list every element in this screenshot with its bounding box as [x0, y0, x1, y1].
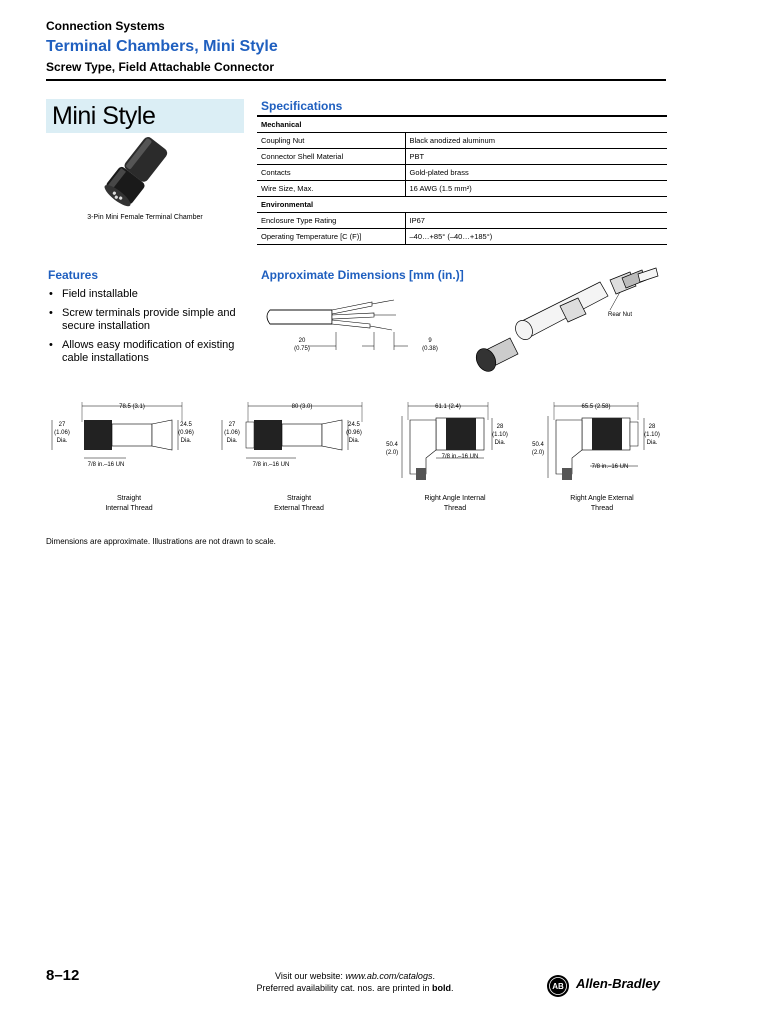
terminal-chamber-photo: [96, 132, 176, 210]
spec-label: Enclosure Type Rating: [257, 212, 405, 228]
straight-external-drawing: [216, 398, 366, 470]
view1-right-dia-label: Dia.: [180, 438, 192, 444]
spec-section-label: Mechanical: [257, 116, 667, 132]
view3-caption-line1: Right Angle Internal: [424, 495, 486, 502]
header-rule: [46, 79, 666, 81]
view4-height: 50.4: [532, 442, 544, 448]
view1-right-dia-in: (0.96): [178, 430, 194, 436]
spec-row: [257, 180, 667, 196]
spec-section-label: Environmental: [257, 196, 667, 212]
view1-length: 78.5 (3.1): [119, 404, 145, 410]
spec-row: [257, 212, 667, 228]
view2-right-dia-label: Dia.: [348, 438, 360, 444]
footer-website-suffix: .: [432, 971, 435, 981]
feature-item: • Allows easy modification of existing cable installations: [48, 339, 258, 365]
view4-length: 65.5 (2.58): [581, 404, 611, 410]
page-title: Terminal Chambers, Mini Style: [46, 38, 278, 55]
rear-nut-label: Rear Nut: [608, 312, 633, 318]
view1-caption-line2: Internal Thread: [105, 505, 153, 512]
specifications-table: [257, 115, 667, 245]
view3-thread: 7/8 in.–16 UN: [441, 454, 479, 460]
spec-label: Contacts: [257, 164, 405, 180]
features-title: Features: [48, 268, 99, 282]
specifications-title: Specifications: [261, 99, 343, 113]
footer-website-prefix: Visit our website:: [275, 971, 346, 981]
footer-availability-suffix: .: [451, 983, 454, 993]
spec-label: Coupling Nut: [257, 132, 405, 148]
right-angle-external-drawing: [526, 398, 676, 484]
spec-section-row: [257, 116, 667, 132]
view3-length: 61.1 (2.4): [435, 404, 461, 410]
view1-thread: 7/8 in.–16 UN: [87, 462, 125, 468]
view4-right-dia-in: (1.10): [644, 432, 660, 438]
view1-left-dia: 27: [58, 422, 66, 428]
section-heading: Connection Systems: [46, 19, 165, 33]
logo-text: AB: [552, 982, 564, 991]
view1-caption-line1: Straight: [116, 495, 142, 502]
view1-caption: [54, 494, 204, 514]
view4-caption: [527, 494, 677, 514]
spec-value: PBT: [405, 148, 667, 164]
view2-caption: [224, 494, 374, 514]
view4-right-dia-label: Dia.: [646, 440, 658, 446]
spec-row: [257, 228, 667, 244]
view2-right-dia-in: (0.96): [346, 430, 362, 436]
spec-row: [257, 148, 667, 164]
feature-item: • Field installable: [48, 288, 258, 301]
view4-right-dia: 28: [648, 424, 656, 430]
footer-bold-word: bold: [432, 983, 452, 993]
view3-caption: [380, 494, 530, 514]
dimensions-title: Approximate Dimensions [mm (in.)]: [261, 268, 464, 282]
view2-length: 80 (3.0): [291, 404, 313, 410]
exploded-connector-illustration: [460, 262, 660, 384]
footer-availability-prefix: Preferred availability cat. nos. are printed in: [256, 983, 433, 993]
spec-label: Operating Temperature [C (F)]: [257, 228, 405, 244]
features-list: [48, 288, 258, 371]
right-angle-internal-drawing: [380, 398, 530, 484]
spec-label: Wire Size, Max.: [257, 180, 405, 196]
page-number: 8–12: [46, 967, 80, 984]
spec-row: [257, 164, 667, 180]
website-link[interactable]: www.ab.com/catalogs: [345, 971, 433, 981]
spec-label: Connector Shell Material: [257, 148, 405, 164]
allen-bradley-logo: [546, 974, 570, 998]
spec-value: 16 AWG (1.5 mm²): [405, 180, 667, 196]
product-banner-text: Mini Style: [52, 102, 156, 130]
view3-height: 50.4: [386, 442, 398, 448]
view1-right-dia: 24.5: [180, 422, 192, 428]
view4-height-in: (2.0): [531, 450, 545, 456]
view3-right-dia-in: (1.10): [492, 432, 508, 438]
view2-thread: 7/8 in.–16 UN: [252, 462, 290, 468]
spec-value: Gold-plated brass: [405, 164, 667, 180]
view4-caption-line1: Right Angle External: [570, 495, 634, 502]
footer-text: [200, 970, 510, 994]
spec-value: Black anodized aluminum: [405, 132, 667, 148]
view2-left-dia-in: (1.06): [224, 430, 240, 436]
view1-left-dia-label: Dia.: [56, 438, 68, 444]
view3-right-dia: 28: [496, 424, 504, 430]
spec-value: IP67: [405, 212, 667, 228]
view2-caption-line1: Straight: [286, 495, 312, 502]
spec-section-row: [257, 196, 667, 212]
view3-right-dia-label: Dia.: [494, 440, 506, 446]
view4-caption-line2: Thread: [590, 505, 614, 512]
brand-name: Allen-Bradley: [576, 976, 660, 991]
view2-right-dia: 24.5: [348, 422, 360, 428]
strip-length-2-in: (0.38): [422, 346, 438, 352]
spec-row: [257, 132, 667, 148]
view2-left-dia-label: Dia.: [226, 438, 238, 444]
view4-thread: 7/8 in.–16 UN: [591, 464, 629, 470]
straight-internal-drawing: [46, 398, 196, 470]
product-image-caption: 3-Pin Mini Female Terminal Chamber: [87, 214, 203, 221]
strip-length-2: 9: [428, 338, 432, 344]
page-subtitle: Screw Type, Field Attachable Connector: [46, 60, 275, 74]
strip-length-1: 20: [298, 338, 306, 344]
view3-height-in: (2.0): [385, 450, 399, 456]
view3-caption-line2: Thread: [443, 505, 467, 512]
dimensions-note: Dimensions are approximate. Illustrations are not drawn to scale.: [46, 537, 276, 546]
strip-length-1-in: (0.75): [294, 346, 310, 352]
view2-caption-line2: External Thread: [274, 505, 324, 512]
feature-item: • Screw terminals provide simple and secure installation: [48, 307, 258, 333]
product-banner: [46, 99, 244, 133]
cable-strip-diagram: [262, 288, 442, 368]
spec-value: –40…+85° (–40…+185°): [405, 228, 667, 244]
view2-left-dia: 27: [228, 422, 236, 428]
view1-left-dia-in: (1.06): [54, 430, 70, 436]
